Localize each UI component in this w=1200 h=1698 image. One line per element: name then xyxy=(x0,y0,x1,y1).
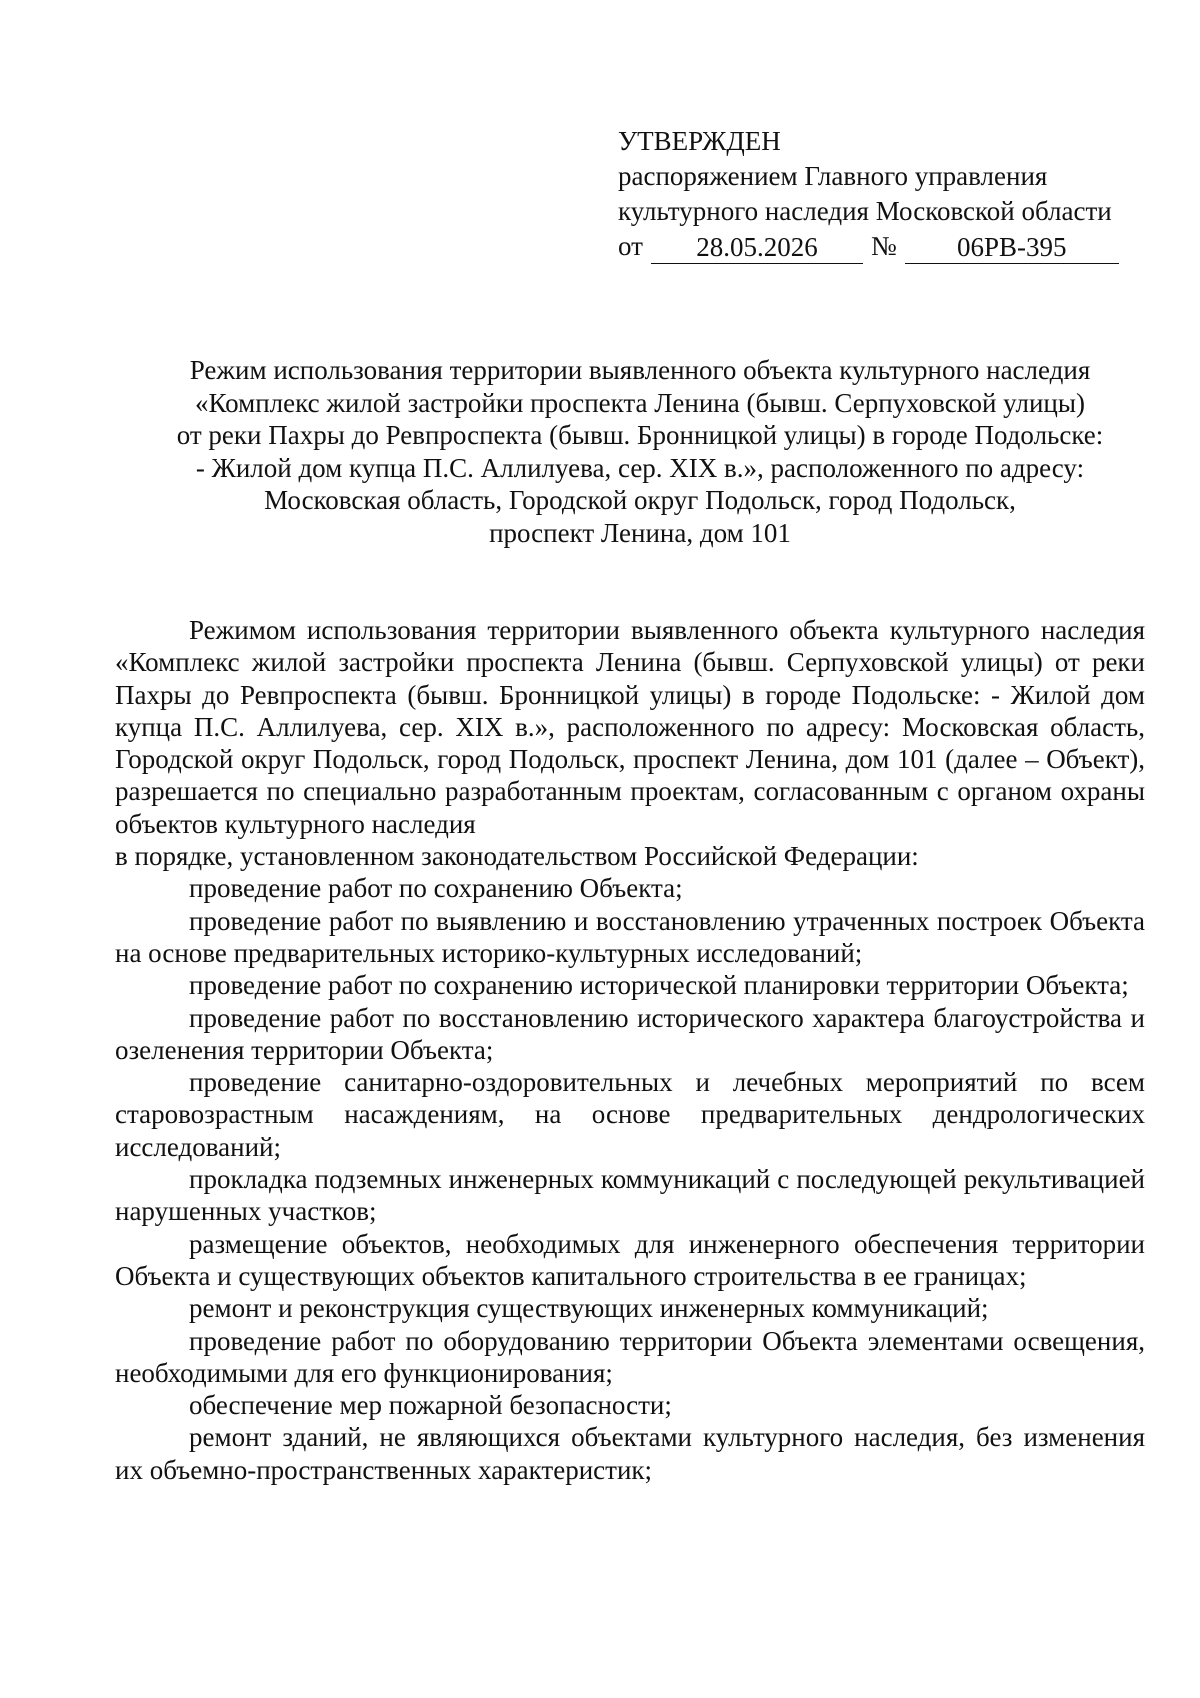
document-title xyxy=(120,354,1160,549)
approval-date: 28.05.2026 xyxy=(651,231,863,264)
list-item: размещение объектов, необходимых для инженерного обеспечения территории Объекта и существующих объектов капитального строительства в ее границах; xyxy=(115,1228,1145,1291)
title-line: Московская область, Городской округ Подольск, город Подольск, xyxy=(264,485,1016,515)
list-item: проведение работ по сохранению Объекта; xyxy=(189,873,683,904)
title-line: от реки Пахры до Ревпроспекта (бывш. Бронницкой улицы) в городе Подольске: xyxy=(176,420,1104,450)
number-label: № xyxy=(870,231,897,261)
from-label: от xyxy=(618,231,643,261)
title-line: Режим использования территории выявленного объекта культурного наследия xyxy=(189,355,1091,385)
list-item: проведение работ по восстановлению исторического характера благоустройства и озеленения территории Объекта; xyxy=(115,1002,1145,1065)
intro-paragraph: Режимом использования территории выявленного объекта культурного наследия «Комплекс жилой застройки проспекта Ленина (бывш. Серпуховской улицы) от реки Пахры до Ревпроспекта (бывш. Бронницкой улицы) в городе Подольске: - Жилой дом купца П.С. Аллилуева, сер. XIX в.», расположенного по адресу: Московская область, Городской округ Подольск, город Подольск, проспект Ленина, дом 101 (далее – Объект), разрешается по специально разработанным проектам, согласованным с органом охраны объектов культурного наследия xyxy=(115,615,1145,839)
title-line: проспект Ленина, дом 101 xyxy=(489,517,791,548)
list-item: проведение работ по сохранению исторической планировки территории Объекта; xyxy=(189,970,1129,1001)
list-item: проведение работ по оборудованию территории Объекта элементами освещения, необходимыми для его функционирования; xyxy=(115,1325,1145,1388)
title-line: «Комплекс жилой застройки проспекта Ленина (бывш. Серпуховской улицы) xyxy=(195,387,1085,418)
approval-line-1: распоряжением Главного управления xyxy=(618,161,1048,191)
list-item: прокладка подземных инженерных коммуникаций с последующей рекультивацией нарушенных участков; xyxy=(115,1164,1145,1227)
document-body xyxy=(115,614,1145,1486)
approval-date-line xyxy=(618,229,1138,264)
list-item: обеспечение мер пожарной безопасности; xyxy=(189,1390,672,1421)
approval-line-2: культурного наследия Московской области xyxy=(618,196,1112,226)
intro-continuation: в порядке, установленном законодательством Российской Федерации: xyxy=(115,841,919,872)
title-line: - Жилой дом купца П.С. Аллилуева, сер. XIX в.», расположенного по адресу: xyxy=(195,452,1085,483)
list-item: проведение санитарно-оздоровительных и лечебных мероприятий по всем старовозрастным насаждениям, на основе предварительных дендрологических исследований; xyxy=(115,1067,1145,1162)
approval-title: УТВЕРЖДЕН xyxy=(618,126,781,156)
list-item: проведение работ по выявлению и восстановлению утраченных построек Объекта на основе предварительных историко-культурных исследований; xyxy=(115,905,1145,968)
list-item: ремонт зданий, не являющихся объектами культурного наследия, без изменения их объемно-пространственных характеристик; xyxy=(115,1422,1145,1485)
list-item: ремонт и реконструкция существующих инженерных коммуникаций; xyxy=(189,1293,989,1324)
approval-number: 06РВ-395 xyxy=(905,231,1119,264)
approval-stamp xyxy=(618,124,1138,264)
